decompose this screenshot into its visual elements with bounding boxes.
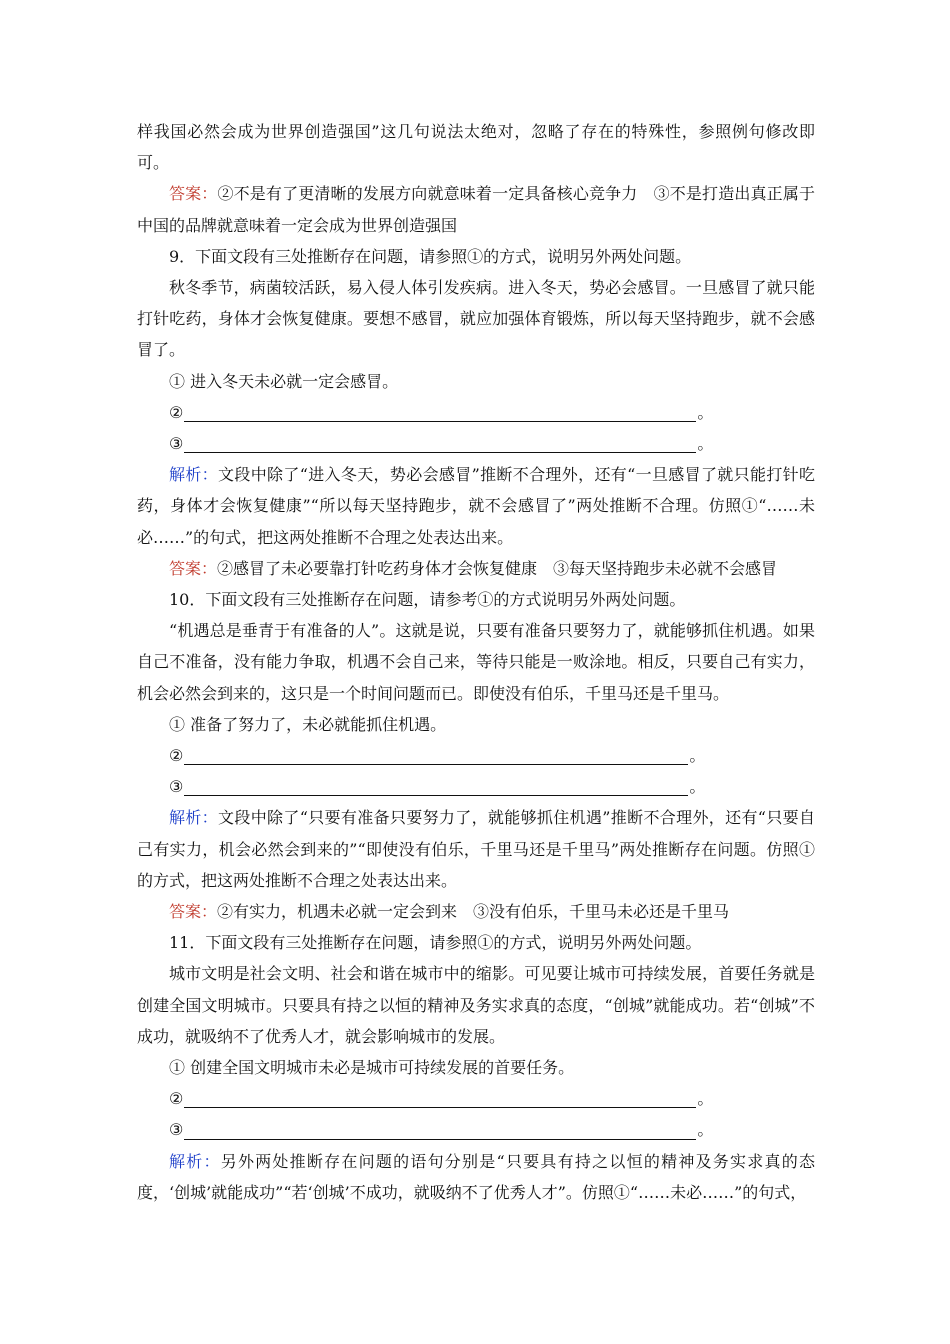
item-period: 。	[697, 402, 714, 422]
q9-analysis	[137, 459, 815, 553]
q11-item-2	[137, 1083, 815, 1114]
analysis-label: 解析：	[169, 465, 219, 485]
item-period: 。	[697, 1089, 714, 1109]
analysis-text: 文段中除了“进入冬天，势必会感冒”推断不合理外，还有“一旦感冒了就只能打针吃药，身体才会恢复健康”“所以每天坚持跑步，就不会感冒了”两处推断不合理。仿照①“……未必……”的句式，把这两处推断不合理之处表达出来。	[137, 465, 815, 547]
answer-blank[interactable]	[184, 432, 696, 453]
item-mark: ③	[169, 1120, 184, 1140]
q10-item-1: ① 准备了努力了，未必就能抓住机遇。	[169, 714, 447, 734]
answer-blank[interactable]	[184, 1119, 696, 1140]
item-mark: ②	[169, 402, 184, 422]
answer-blank[interactable]	[184, 1087, 696, 1108]
item-mark: ③	[169, 777, 184, 797]
answer-label: 答案：	[169, 902, 218, 922]
item-period: 。	[697, 1120, 714, 1140]
answer-blank[interactable]	[184, 744, 688, 765]
q11-analysis	[137, 1146, 815, 1208]
answer-blank[interactable]	[184, 401, 696, 422]
analysis-text: 文段中除了“只要有准备只要努力了，就能够抓住机遇”推断不合理外，还有“只要自己有实力，机会必然会到来的”“即使没有伯乐，千里马还是千里马”两处推断存在问题。仿照①的方式，把这两处推断不合理之处表达出来。	[137, 808, 815, 890]
q11-prompt: 11．下面文段有三处推断存在问题，请参照①的方式，说明另外两处问题。	[169, 933, 702, 953]
q10-analysis	[137, 802, 815, 896]
q10-prompt: 10．下面文段有三处推断存在问题，请参考①的方式说明另外两处问题。	[169, 590, 686, 610]
q11-passage: 城市文明是社会文明、社会和谐在城市中的缩影。可见要让城市可持续发展，首要任务就是创建全国文明城市。只要具有持之以恒的精神及务实求真的态度，“创城”就能成功。若“创城”不成功，就吸纳不了优秀人才，就会影响城市的发展。	[137, 964, 815, 1046]
q8-answer	[137, 178, 815, 240]
q9-prompt: 9．下面文段有三处推断存在问题，请参照①的方式，说明另外两处问题。	[169, 246, 692, 266]
q10-answer	[137, 896, 815, 927]
q9-passage: 秋冬季节，病菌较活跃，易入侵人体引发疾病。进入冬天，势必会感冒。一旦感冒了就只能打针吃药，身体才会恢复健康。要想不感冒，就应加强体育锻炼，所以每天坚持跑步，就不会感冒了。	[137, 278, 815, 360]
q9-item-1: ① 进入冬天未必就一定会感冒。	[169, 371, 399, 391]
item-mark: ②	[169, 1089, 184, 1109]
item-period: 。	[689, 746, 706, 766]
answer-label: 答案：	[169, 184, 218, 204]
item-period: 。	[697, 434, 714, 453]
answer-text: ②不是有了更清晰的发展方向就意味着一定具备核心竞争力 ③不是打造出真正属于中国的品牌就意味着一定会成为世界创造强国	[137, 184, 815, 235]
q9-item-3	[137, 428, 815, 459]
q10-item-2	[137, 740, 815, 771]
q10-item-3	[137, 771, 815, 802]
q9-item-2	[137, 397, 815, 428]
item-mark: ③	[169, 434, 184, 453]
answer-blank[interactable]	[184, 775, 688, 796]
q11-item-1: ① 创建全国文明城市未必是城市可持续发展的首要任务。	[169, 1058, 575, 1078]
q9-answer	[137, 553, 815, 584]
analysis-label: 解析：	[169, 1151, 221, 1171]
page-content	[137, 116, 815, 1208]
answer-label: 答案：	[169, 558, 218, 578]
analysis-label: 解析：	[169, 808, 219, 828]
item-period: 。	[689, 777, 706, 797]
q8-continuation: 样我国必然会成为世界创造强国”这几句说法太绝对，忽略了存在的特殊性，参照例句修改即可。	[137, 122, 815, 173]
q11-item-3	[137, 1114, 815, 1145]
q10-passage: “机遇总是垂青于有准备的人”。这就是说，只要有准备只要努力了，就能够抓住机遇。如果自己不准备，没有能力争取，机遇不会自己来，等待只能是一败涂地。相反，只要自己有实力，机会必然会到来的，这只是一个时间问题而已。即使没有伯乐，千里马还是千里马。	[137, 621, 815, 703]
answer-text: ②感冒了未必要靠打针吃药身体才会恢复健康 ③每天坚持跑步未必就不会感冒	[217, 558, 778, 578]
answer-text: ②有实力，机遇未必就一定会到来 ③没有伯乐，千里马未必还是千里马	[217, 902, 730, 922]
analysis-text: 另外两处推断存在问题的语句分别是“只要具有持之以恒的精神及务实求真的态度，‘创城’就能成功”“若‘创城’不成功，就吸纳不了优秀人才”。仿照①“……未必……”的句式，	[137, 1151, 815, 1202]
item-mark: ②	[169, 746, 184, 766]
